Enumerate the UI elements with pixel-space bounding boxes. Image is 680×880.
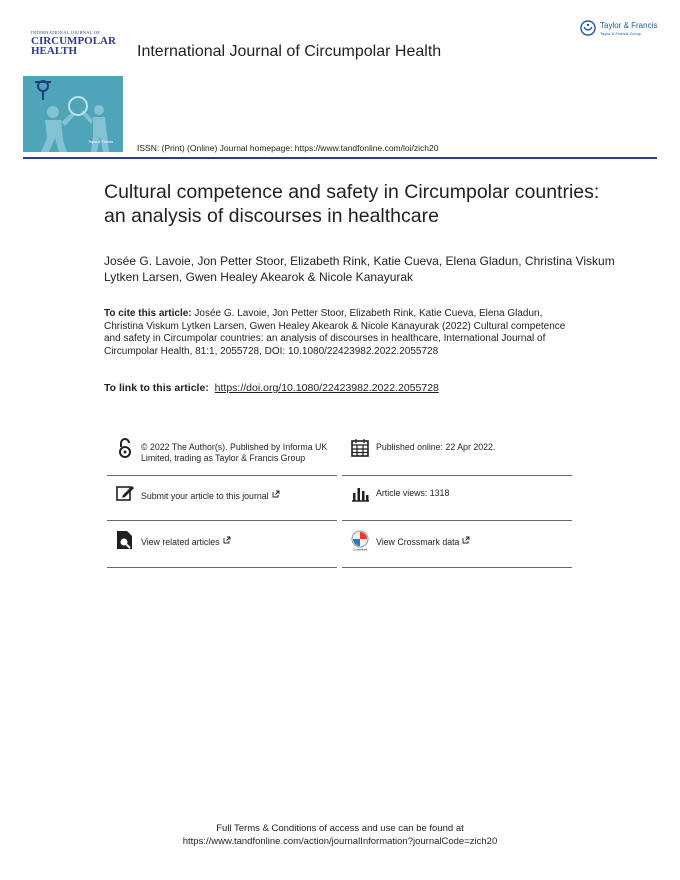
views-cell <box>342 476 572 521</box>
cover-title-line2: HEALTH <box>31 45 78 57</box>
related-cell[interactable] <box>107 521 337 568</box>
external-link-icon <box>462 536 470 544</box>
journal-cover <box>23 20 123 152</box>
publisher-logo[interactable] <box>580 20 660 40</box>
article-doi-link[interactable]: https://doi.org/10.1080/22423982.2022.2055728 <box>214 382 439 394</box>
publisher-name: Taylor & Francis <box>600 21 658 30</box>
crossmark-icon-label: CrossMark <box>352 547 368 551</box>
search-document-icon <box>114 529 136 551</box>
crossmark-icon <box>349 529 371 551</box>
publisher-subname: Taylor & Francis Group <box>600 31 641 36</box>
published-cell <box>342 437 572 476</box>
submit-text: Submit your article to this journal <box>141 491 269 501</box>
citation-block <box>104 308 574 359</box>
crossmark-cell[interactable] <box>342 521 572 568</box>
edit-icon <box>114 482 136 504</box>
open-access-icon <box>114 437 136 459</box>
citation-label: To cite this article: <box>104 308 192 319</box>
citation-text: Josée G. Lavoie, Jon Petter Stoor, Elizabeth Rink, Katie Cueva, Elena Gladun, Christina Viskum Lytken Larsen, Gwen Healey Akearok & Nicole Kanayurak (2022) Cultural competence and safety in Circumpolar countries: an analysis of discourses in healthcare, International Journal of Circumpolar Health, 81:1, 2055728, DOI: 10.1080/22423982.2022.2055728 <box>104 308 566 358</box>
taylor-francis-icon <box>580 20 596 36</box>
external-link-icon <box>272 490 280 498</box>
submit-cell[interactable] <box>107 476 337 521</box>
cover-title <box>31 36 116 56</box>
cover-title-line1: CIRCUMPOLAR <box>31 35 116 47</box>
article-authors: Josée G. Lavoie, Jon Petter Stoor, Elizabeth Rink, Katie Cueva, Elena Gladun, Christina Viskum Lytken Larsen, Gwen Healey Akearok & Nicole Kanayurak <box>104 254 615 284</box>
footer <box>0 822 680 848</box>
issn-line[interactable]: ISSN: (Print) (Online) Journal homepage: https://www.tandfonline.com/loi/zich20 <box>137 143 439 153</box>
submit-link[interactable] <box>141 490 337 502</box>
open-access-cell <box>107 437 337 476</box>
related-link[interactable] <box>141 536 337 548</box>
external-link-icon <box>223 536 231 544</box>
cover-publisher-mark: Taylor & Francis <box>88 140 114 144</box>
footer-terms-link[interactable]: https://www.tandfonline.com/action/journalInformation?journalCode=zich20 <box>182 836 498 847</box>
crossmark-link[interactable] <box>376 536 572 548</box>
journal-title[interactable]: International Journal of Circumpolar Health <box>137 43 442 60</box>
header-divider <box>23 157 657 159</box>
calendar-icon <box>349 437 371 459</box>
open-access-text: © 2022 The Author(s). Published by Informa UK Limited, trading as Taylor & Francis Group <box>141 442 328 463</box>
cover-small-line: INTERNATIONAL JOURNAL OF <box>31 30 100 35</box>
article-link-label: To link to this article: <box>104 382 209 394</box>
footer-line1: Full Terms & Conditions of access and use can be found at <box>216 823 464 834</box>
published-date: Published online: 22 Apr 2022. <box>376 442 496 452</box>
article-link-line <box>104 382 439 394</box>
article-title: Cultural competence and safety in Circumpolar countries: an analysis of discourses in healthcare <box>104 181 600 227</box>
related-text: View related articles <box>141 537 220 547</box>
crossmark-text: View Crossmark data <box>376 537 460 547</box>
bar-chart-icon <box>349 482 371 504</box>
cover-illustration <box>23 60 123 152</box>
article-views: Article views: 1318 <box>376 488 450 498</box>
